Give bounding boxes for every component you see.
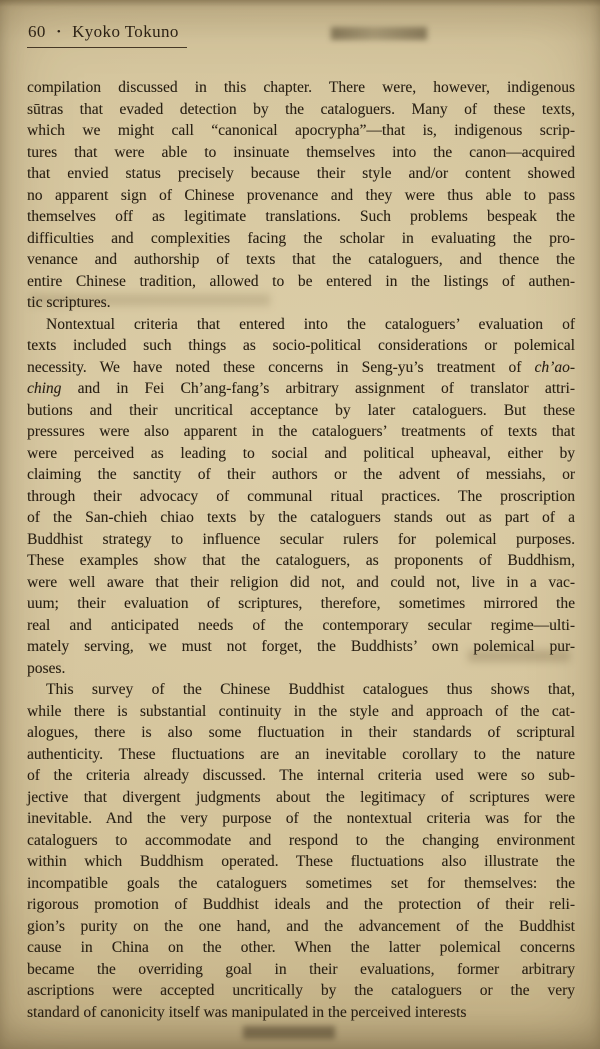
- paragraph: [27, 679, 575, 1023]
- running-header-author: Kyoko Tokuno: [72, 22, 179, 41]
- text-line: rigorous promotion of Buddhist ideals and the protection of their reli-: [27, 896, 575, 913]
- text-line: standard of canonicity itself was manipulated in the perceived interests: [27, 1003, 467, 1021]
- text-line: This survey of the Chinese Buddhist catalogues thus shows that,: [46, 681, 575, 698]
- text-line: These examples show that the cataloguers, as proponents of Buddhism,: [27, 552, 575, 569]
- text-line: uum; their evaluation of scriptures, therefore, sometimes mirrored the: [27, 595, 575, 612]
- text-line: which we might call “canonical apocrypha”—that is, indigenous scrip-: [27, 122, 575, 139]
- text-line: that envied status precisely because their style and/or content showed: [27, 165, 575, 182]
- text-line: gion’s purity on the one hand, and the advancement of the Buddhist: [27, 917, 575, 935]
- text-line: ascriptions were accepted uncritically by the cataloguers or the very: [27, 982, 575, 999]
- text-line: through their advocacy of communal ritual practices. The proscription: [27, 487, 575, 505]
- text-line: necessity. We have noted these concerns in Seng-yu’s treatment of ch’ao-: [27, 358, 575, 376]
- text-line: while there is substantial continuity in the style and approach of the cat-: [27, 702, 575, 720]
- paragraph: [27, 77, 575, 314]
- page-body: [27, 77, 575, 1023]
- text-line: themselves off as legitimate translations. Such problems bespeak the: [27, 208, 575, 225]
- text-line: no apparent sign of Chinese provenance and they were thus able to pass: [27, 186, 575, 204]
- text-line: became the overriding goal in their evaluations, former arbitrary: [27, 960, 575, 978]
- text-line: incompatible goals the cataloguers sometimes set for themselves: the: [27, 874, 575, 892]
- text-line: of the San-chieh chiao texts by the cataloguers stands out as part of a: [27, 509, 575, 526]
- text-line: cataloguers to accommodate and respond to the changing environment: [27, 831, 575, 849]
- text-line: mately serving, we must not forget, the Buddhists’ own polemical pur-: [27, 638, 575, 655]
- text-line: real and anticipated needs of the contemporary secular regime—ulti-: [27, 616, 575, 634]
- text-line: poses.: [27, 659, 66, 677]
- text-line: tures that were able to insinuate themselves into the canon—acquired: [27, 143, 575, 161]
- text-line: Buddhist strategy to influence secular rulers for polemical purposes.: [27, 530, 575, 548]
- text-line: were perceived as leading to social and political upheaval, either by: [27, 444, 575, 462]
- text-line: ching and in Fei Ch’ang-fang’s arbitrary assignment of translator attri-: [27, 380, 575, 397]
- text-line: jective that divergent judgments about the legitimacy of scriptures were: [27, 788, 575, 806]
- text-line: pressures were also apparent in the cataloguers’ treatments of texts that: [27, 423, 575, 440]
- header-separator-dot: •: [56, 26, 62, 38]
- text-line: within which Buddhism operated. These fluctuations also illustrate the: [27, 853, 575, 870]
- page-number: 60: [28, 22, 46, 41]
- text-line: of the criteria already discussed. The internal criteria used were so sub-: [27, 767, 575, 784]
- text-line: were well aware that their religion did not, and could not, live in a vac-: [27, 573, 575, 591]
- text-line: compilation discussed in this chapter. There were, however, indigenous: [27, 79, 575, 96]
- text-line: tic scriptures.: [27, 294, 111, 311]
- paragraph: [27, 314, 575, 680]
- running-header: [27, 22, 187, 48]
- text-line: inevitable. And the very purpose of the nontextual criteria was for the: [27, 810, 575, 827]
- text-line: alogues, there is also some fluctuation in their standards of scriptural: [27, 724, 575, 741]
- text-line: claiming the sanctity of their authors or the advent of messiahs, or: [27, 466, 575, 483]
- text-line: cause in China on the other. When the latter polemical concerns: [27, 939, 575, 956]
- text-line: butions and their uncritical acceptance by later cataloguers. But these: [27, 401, 575, 419]
- text-line: difficulties and complexities facing the scholar in evaluating the pro-: [27, 229, 575, 247]
- text-line: sūtras that evaded detection by the cataloguers. Many of these texts,: [27, 100, 575, 118]
- ink-bleed-smudge-bottom: [243, 1026, 335, 1039]
- text-line: authenticity. These fluctuations are an inevitable corollary to the nature: [27, 745, 575, 763]
- text-line: Nontextual criteria that entered into the cataloguers’ evaluation of: [46, 315, 575, 333]
- text-line: entire Chinese tradition, allowed to be entered in the listings of authen-: [27, 272, 575, 290]
- text-line: texts included such things as socio-political considerations or polemical: [27, 337, 575, 354]
- text-line: venance and authorship of texts that the cataloguers, and thence the: [27, 251, 575, 268]
